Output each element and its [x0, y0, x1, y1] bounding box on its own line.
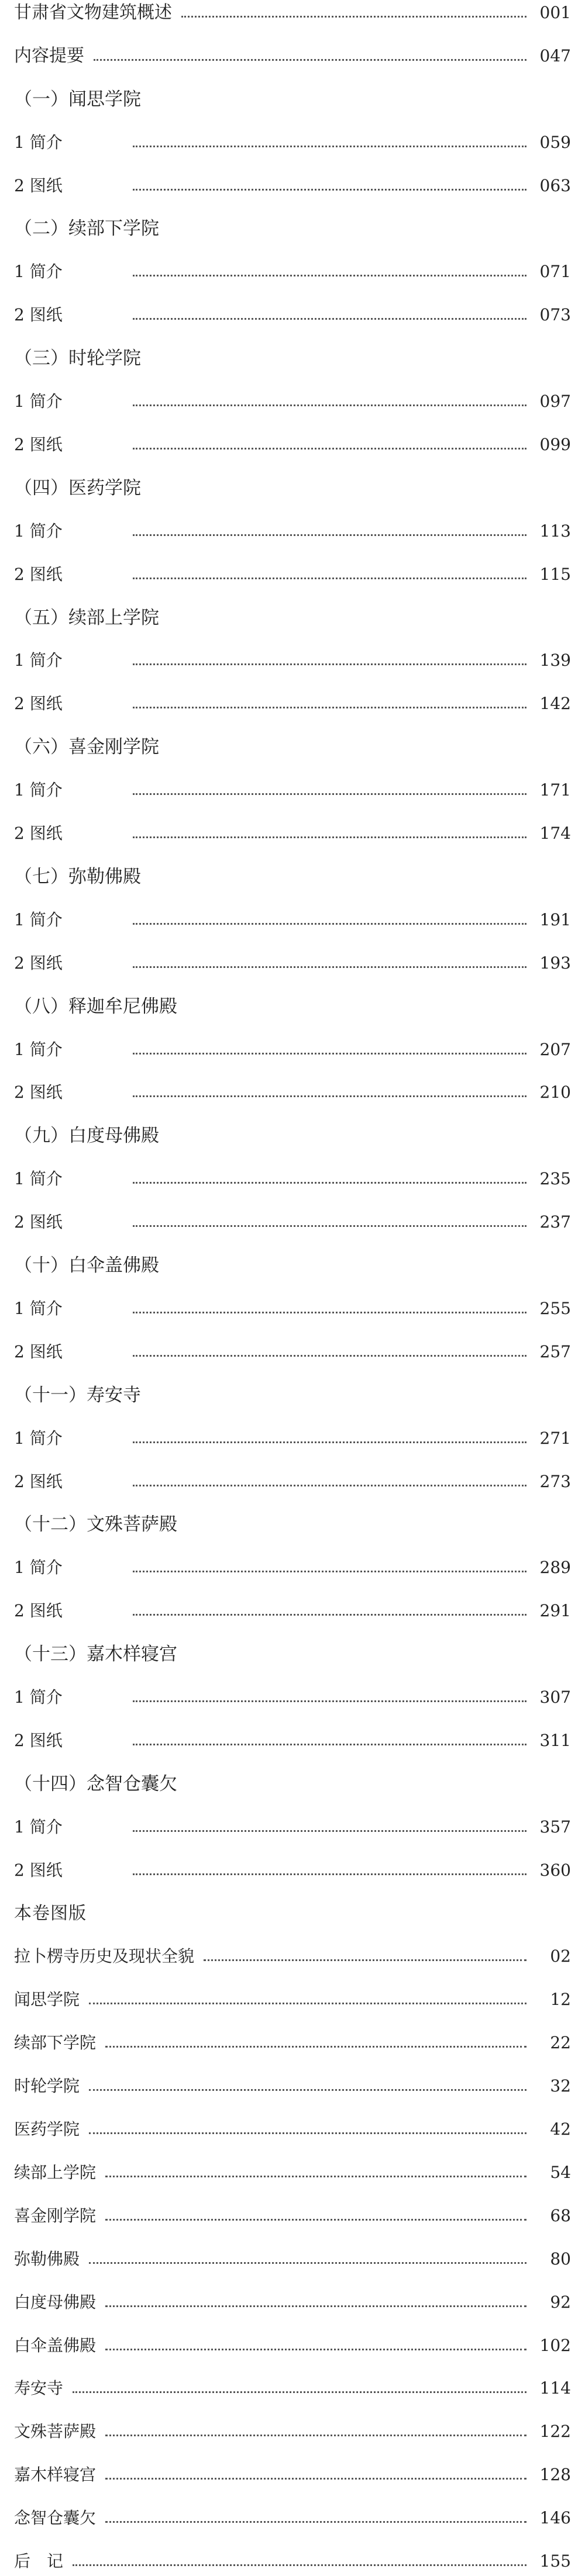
- toc-row-plate: [14, 2158, 571, 2187]
- toc-label: （六）喜金刚学院: [14, 737, 159, 758]
- toc-row-entry: [14, 42, 571, 71]
- dot-leader: [133, 1485, 526, 1486]
- page-number: 207: [539, 1040, 571, 1059]
- toc-label: （十一）寿安寺: [14, 1385, 141, 1406]
- toc-label: 1 简介: [14, 1169, 63, 1188]
- toc-row-sub: [14, 1813, 571, 1842]
- toc-row-heading: [14, 1381, 571, 1410]
- dot-leader: [133, 923, 526, 925]
- page-number: 307: [539, 1688, 571, 1707]
- dot-leader: [105, 2219, 526, 2221]
- dot-leader: [133, 1312, 526, 1313]
- toc-row-heading: [14, 473, 571, 503]
- toc-row-entry: [14, 0, 571, 27]
- page-number: 142: [539, 694, 571, 713]
- toc-label: 弥勒佛殿: [14, 2249, 80, 2269]
- toc-label: 本卷图版: [14, 1903, 87, 1924]
- toc-row-sub: [14, 430, 571, 459]
- toc-label: 1 简介: [14, 1688, 63, 1707]
- toc-label: 后 记: [14, 2551, 64, 2571]
- toc-label: 文殊菩萨殿: [14, 2422, 97, 2441]
- toc-label: 续部下学院: [14, 2033, 97, 2052]
- toc-row-sub: [14, 1035, 571, 1064]
- toc-label: 拉卜楞寺历史及现状全貌: [14, 1946, 195, 1966]
- page-number: 257: [539, 1342, 571, 1361]
- toc-row-section: [14, 1899, 571, 1928]
- toc-row-plate: [14, 2072, 571, 2101]
- toc-label: （一）闻思学院: [14, 89, 141, 110]
- page-number: 146: [539, 2508, 571, 2527]
- toc-label: 嘉木样寝宫: [14, 2465, 97, 2484]
- dot-leader: [133, 1873, 526, 1875]
- dot-leader: [105, 2046, 526, 2048]
- toc-label: 2 图纸: [14, 1083, 63, 1102]
- toc-row-sub: [14, 1164, 571, 1194]
- toc-label: 2 图纸: [14, 824, 63, 843]
- page-number: 122: [539, 2422, 571, 2441]
- dot-leader: [133, 707, 526, 708]
- toc-row-plate: [14, 2547, 571, 2576]
- dot-leader: [94, 59, 526, 61]
- dot-leader: [73, 2564, 526, 2566]
- toc-row-sub: [14, 1467, 571, 1496]
- toc-row-heading: [14, 85, 571, 114]
- dot-leader: [133, 448, 526, 449]
- toc-label: 1 简介: [14, 651, 63, 670]
- toc-label: 2 图纸: [14, 305, 63, 324]
- toc-row-heading: [14, 862, 571, 891]
- dot-leader: [133, 793, 526, 795]
- page-number: 102: [539, 2336, 571, 2355]
- dot-leader: [133, 1355, 526, 1357]
- toc-row-sub: [14, 1856, 571, 1885]
- toc-label: 2 图纸: [14, 565, 63, 584]
- page-number: 174: [539, 824, 571, 843]
- toc-row-plate: [14, 2331, 571, 2360]
- toc-row-sub: [14, 1424, 571, 1453]
- page-number: 291: [539, 1601, 571, 1620]
- page-number: 155: [539, 2551, 571, 2571]
- dot-leader: [89, 2262, 526, 2264]
- toc-label: 1 简介: [14, 392, 63, 411]
- toc-label: （七）弥勒佛殿: [14, 866, 141, 887]
- toc-label: 白度母佛殿: [14, 2293, 97, 2312]
- page-number: 237: [539, 1212, 571, 1232]
- toc-row-sub: [14, 1553, 571, 1582]
- page-number: 139: [539, 651, 571, 670]
- toc-row-plate: [14, 2201, 571, 2231]
- dot-leader: [73, 2391, 526, 2393]
- dot-leader: [105, 2305, 526, 2307]
- dot-leader: [133, 836, 526, 838]
- page-number: 063: [539, 176, 571, 195]
- dot-leader: [133, 1744, 526, 1745]
- toc-label: （三）时轮学院: [14, 348, 141, 369]
- toc-label: 2 图纸: [14, 1601, 63, 1620]
- dot-leader: [133, 1571, 526, 1572]
- page-number: 273: [539, 1472, 571, 1491]
- dot-leader: [133, 1053, 526, 1054]
- page-number: 68: [550, 2206, 571, 2225]
- toc-row-sub: [14, 949, 571, 978]
- toc-label: 1 简介: [14, 521, 63, 541]
- dot-leader: [133, 275, 526, 276]
- dot-leader: [133, 534, 526, 536]
- page-number: 115: [539, 565, 571, 584]
- toc-label: 1 简介: [14, 1040, 63, 1059]
- toc-label: （四）医药学院: [14, 478, 141, 499]
- toc-row-sub: [14, 1337, 571, 1367]
- toc-label: 寿安寺: [14, 2378, 64, 2398]
- dot-leader: [133, 404, 526, 406]
- page-number: 32: [550, 2076, 571, 2096]
- page-number: 113: [539, 521, 571, 541]
- toc-row-sub: [14, 1078, 571, 1107]
- toc-row-sub: [14, 1208, 571, 1237]
- toc-label: 1 简介: [14, 133, 63, 152]
- page-number: 80: [550, 2249, 571, 2269]
- page-number: 42: [550, 2119, 571, 2139]
- toc-row-heading: [14, 344, 571, 373]
- toc-row-heading: [14, 1121, 571, 1150]
- toc-label: 1 简介: [14, 1299, 63, 1318]
- dot-leader: [105, 2521, 526, 2523]
- page-number: 073: [539, 305, 571, 324]
- page-number: 02: [550, 1946, 571, 1966]
- toc-label: 1 简介: [14, 780, 63, 800]
- page-number: 210: [539, 1083, 571, 1102]
- page-number: 099: [539, 435, 571, 454]
- toc-row-sub: [14, 257, 571, 286]
- dot-leader: [105, 2435, 526, 2436]
- toc-row-sub: [14, 300, 571, 330]
- toc-label: （二）续部下学院: [14, 218, 159, 239]
- toc-label: 白伞盖佛殿: [14, 2336, 97, 2355]
- toc-label: 2 图纸: [14, 953, 63, 973]
- page-number: 059: [539, 133, 571, 152]
- dot-leader: [89, 2089, 526, 2091]
- toc-row-sub: [14, 128, 571, 157]
- page-number: 191: [539, 910, 571, 929]
- dot-leader: [133, 1182, 526, 1184]
- toc-label: 2 图纸: [14, 1212, 63, 1232]
- toc-row-heading: [14, 732, 571, 762]
- toc-label: 闻思学院: [14, 1990, 80, 2009]
- toc-label: 时轮学院: [14, 2076, 80, 2096]
- toc-label: 1 简介: [14, 1817, 63, 1837]
- page-number: 097: [539, 392, 571, 411]
- toc-row-sub: [14, 819, 571, 848]
- dot-leader: [105, 2349, 526, 2350]
- page-number: 255: [539, 1299, 571, 1318]
- toc-label: 喜金刚学院: [14, 2206, 97, 2225]
- toc-label: （十）白伞盖佛殿: [14, 1255, 159, 1276]
- toc-row-heading: [14, 1769, 571, 1799]
- toc-row-sub: [14, 776, 571, 805]
- toc-row-heading: [14, 1251, 571, 1280]
- page-number: 193: [539, 953, 571, 973]
- page-number: 001: [539, 3, 571, 22]
- dot-leader: [181, 16, 526, 18]
- page-number: 54: [550, 2163, 571, 2182]
- toc-row-sub: [14, 1294, 571, 1323]
- toc-row-plate: [14, 1985, 571, 2014]
- toc-label: 2 图纸: [14, 176, 63, 195]
- toc-row-sub: [14, 560, 571, 589]
- toc-row-plate: [14, 1942, 571, 1971]
- toc-label: （十四）念智仓囊欠: [14, 1773, 177, 1794]
- toc-row-heading: [14, 992, 571, 1021]
- dot-leader: [133, 966, 526, 968]
- dot-leader: [133, 1614, 526, 1616]
- dot-leader: [133, 1095, 526, 1097]
- toc-row-plate: [14, 2460, 571, 2489]
- toc-row-plate: [14, 2374, 571, 2403]
- toc-row-sub: [14, 517, 571, 546]
- dot-leader: [133, 1225, 526, 1227]
- toc-row-sub: [14, 387, 571, 416]
- toc-label: 甘肃省文物建筑概述: [14, 2, 172, 23]
- page-number: 289: [539, 1558, 571, 1577]
- toc-row-heading: [14, 1640, 571, 1669]
- dot-leader: [105, 2478, 526, 2480]
- toc-row-plate: [14, 2115, 571, 2144]
- page-number: 22: [550, 2033, 571, 2052]
- page-number: 128: [539, 2465, 571, 2484]
- toc-row-sub: [14, 1596, 571, 1626]
- toc-label: （五）续部上学院: [14, 607, 159, 628]
- toc-row-plate: [14, 2504, 571, 2533]
- page-number: 92: [550, 2293, 571, 2312]
- toc-row-plate: [14, 2028, 571, 2058]
- toc-row-sub: [14, 689, 571, 718]
- page-number: 114: [539, 2378, 571, 2398]
- toc-label: （十三）嘉木样寝宫: [14, 1644, 177, 1665]
- dot-leader: [133, 578, 526, 579]
- toc-row-sub: [14, 1683, 571, 1712]
- toc-label: 2 图纸: [14, 694, 63, 713]
- toc-label: 2 图纸: [14, 1342, 63, 1361]
- toc-label: 1 简介: [14, 1429, 63, 1448]
- toc-row-plate: [14, 2288, 571, 2317]
- toc-label: （九）白度母佛殿: [14, 1125, 159, 1146]
- toc-label: 1 简介: [14, 262, 63, 281]
- toc-label: 1 简介: [14, 1558, 63, 1577]
- dot-leader: [133, 1830, 526, 1832]
- dot-leader: [133, 1700, 526, 1702]
- page-number: 171: [539, 780, 571, 800]
- toc-row-heading: [14, 603, 571, 632]
- dot-leader: [133, 1441, 526, 1443]
- page-number: 357: [539, 1817, 571, 1837]
- dot-leader: [204, 1959, 526, 1961]
- page-number: 047: [539, 46, 571, 65]
- page-number: 360: [539, 1861, 571, 1880]
- page-number: 071: [539, 262, 571, 281]
- toc-row-heading: [14, 214, 571, 243]
- toc-row-sub: [14, 905, 571, 935]
- page-number: 12: [550, 1990, 571, 2009]
- dot-leader: [133, 189, 526, 191]
- toc-label: 2 图纸: [14, 1472, 63, 1491]
- toc-row-sub: [14, 1726, 571, 1755]
- toc-row-sub: [14, 646, 571, 675]
- toc-row-plate: [14, 2245, 571, 2274]
- dot-leader: [105, 2176, 526, 2177]
- dot-leader: [89, 2132, 526, 2134]
- toc-label: 续部上学院: [14, 2163, 97, 2182]
- toc-row-heading: [14, 1510, 571, 1539]
- toc-label: 医药学院: [14, 2119, 80, 2139]
- toc-label: 念智仓囊欠: [14, 2508, 97, 2527]
- toc-row-sub: [14, 171, 571, 200]
- toc-label: （十二）文殊菩萨殿: [14, 1514, 177, 1535]
- toc-label: （八）释迦牟尼佛殿: [14, 996, 177, 1017]
- toc-label: 2 图纸: [14, 1861, 63, 1880]
- toc-row-plate: [14, 2417, 571, 2446]
- page-number: 235: [539, 1169, 571, 1188]
- toc-label: 1 简介: [14, 910, 63, 929]
- dot-leader: [133, 146, 526, 147]
- toc-label: 2 图纸: [14, 1731, 63, 1750]
- dot-leader: [133, 318, 526, 320]
- dot-leader: [89, 2003, 526, 2004]
- toc-label: 2 图纸: [14, 435, 63, 454]
- page-number: 311: [539, 1731, 571, 1750]
- dot-leader: [133, 663, 526, 665]
- toc-label: 内容提要: [14, 46, 84, 66]
- page-number: 271: [539, 1429, 571, 1448]
